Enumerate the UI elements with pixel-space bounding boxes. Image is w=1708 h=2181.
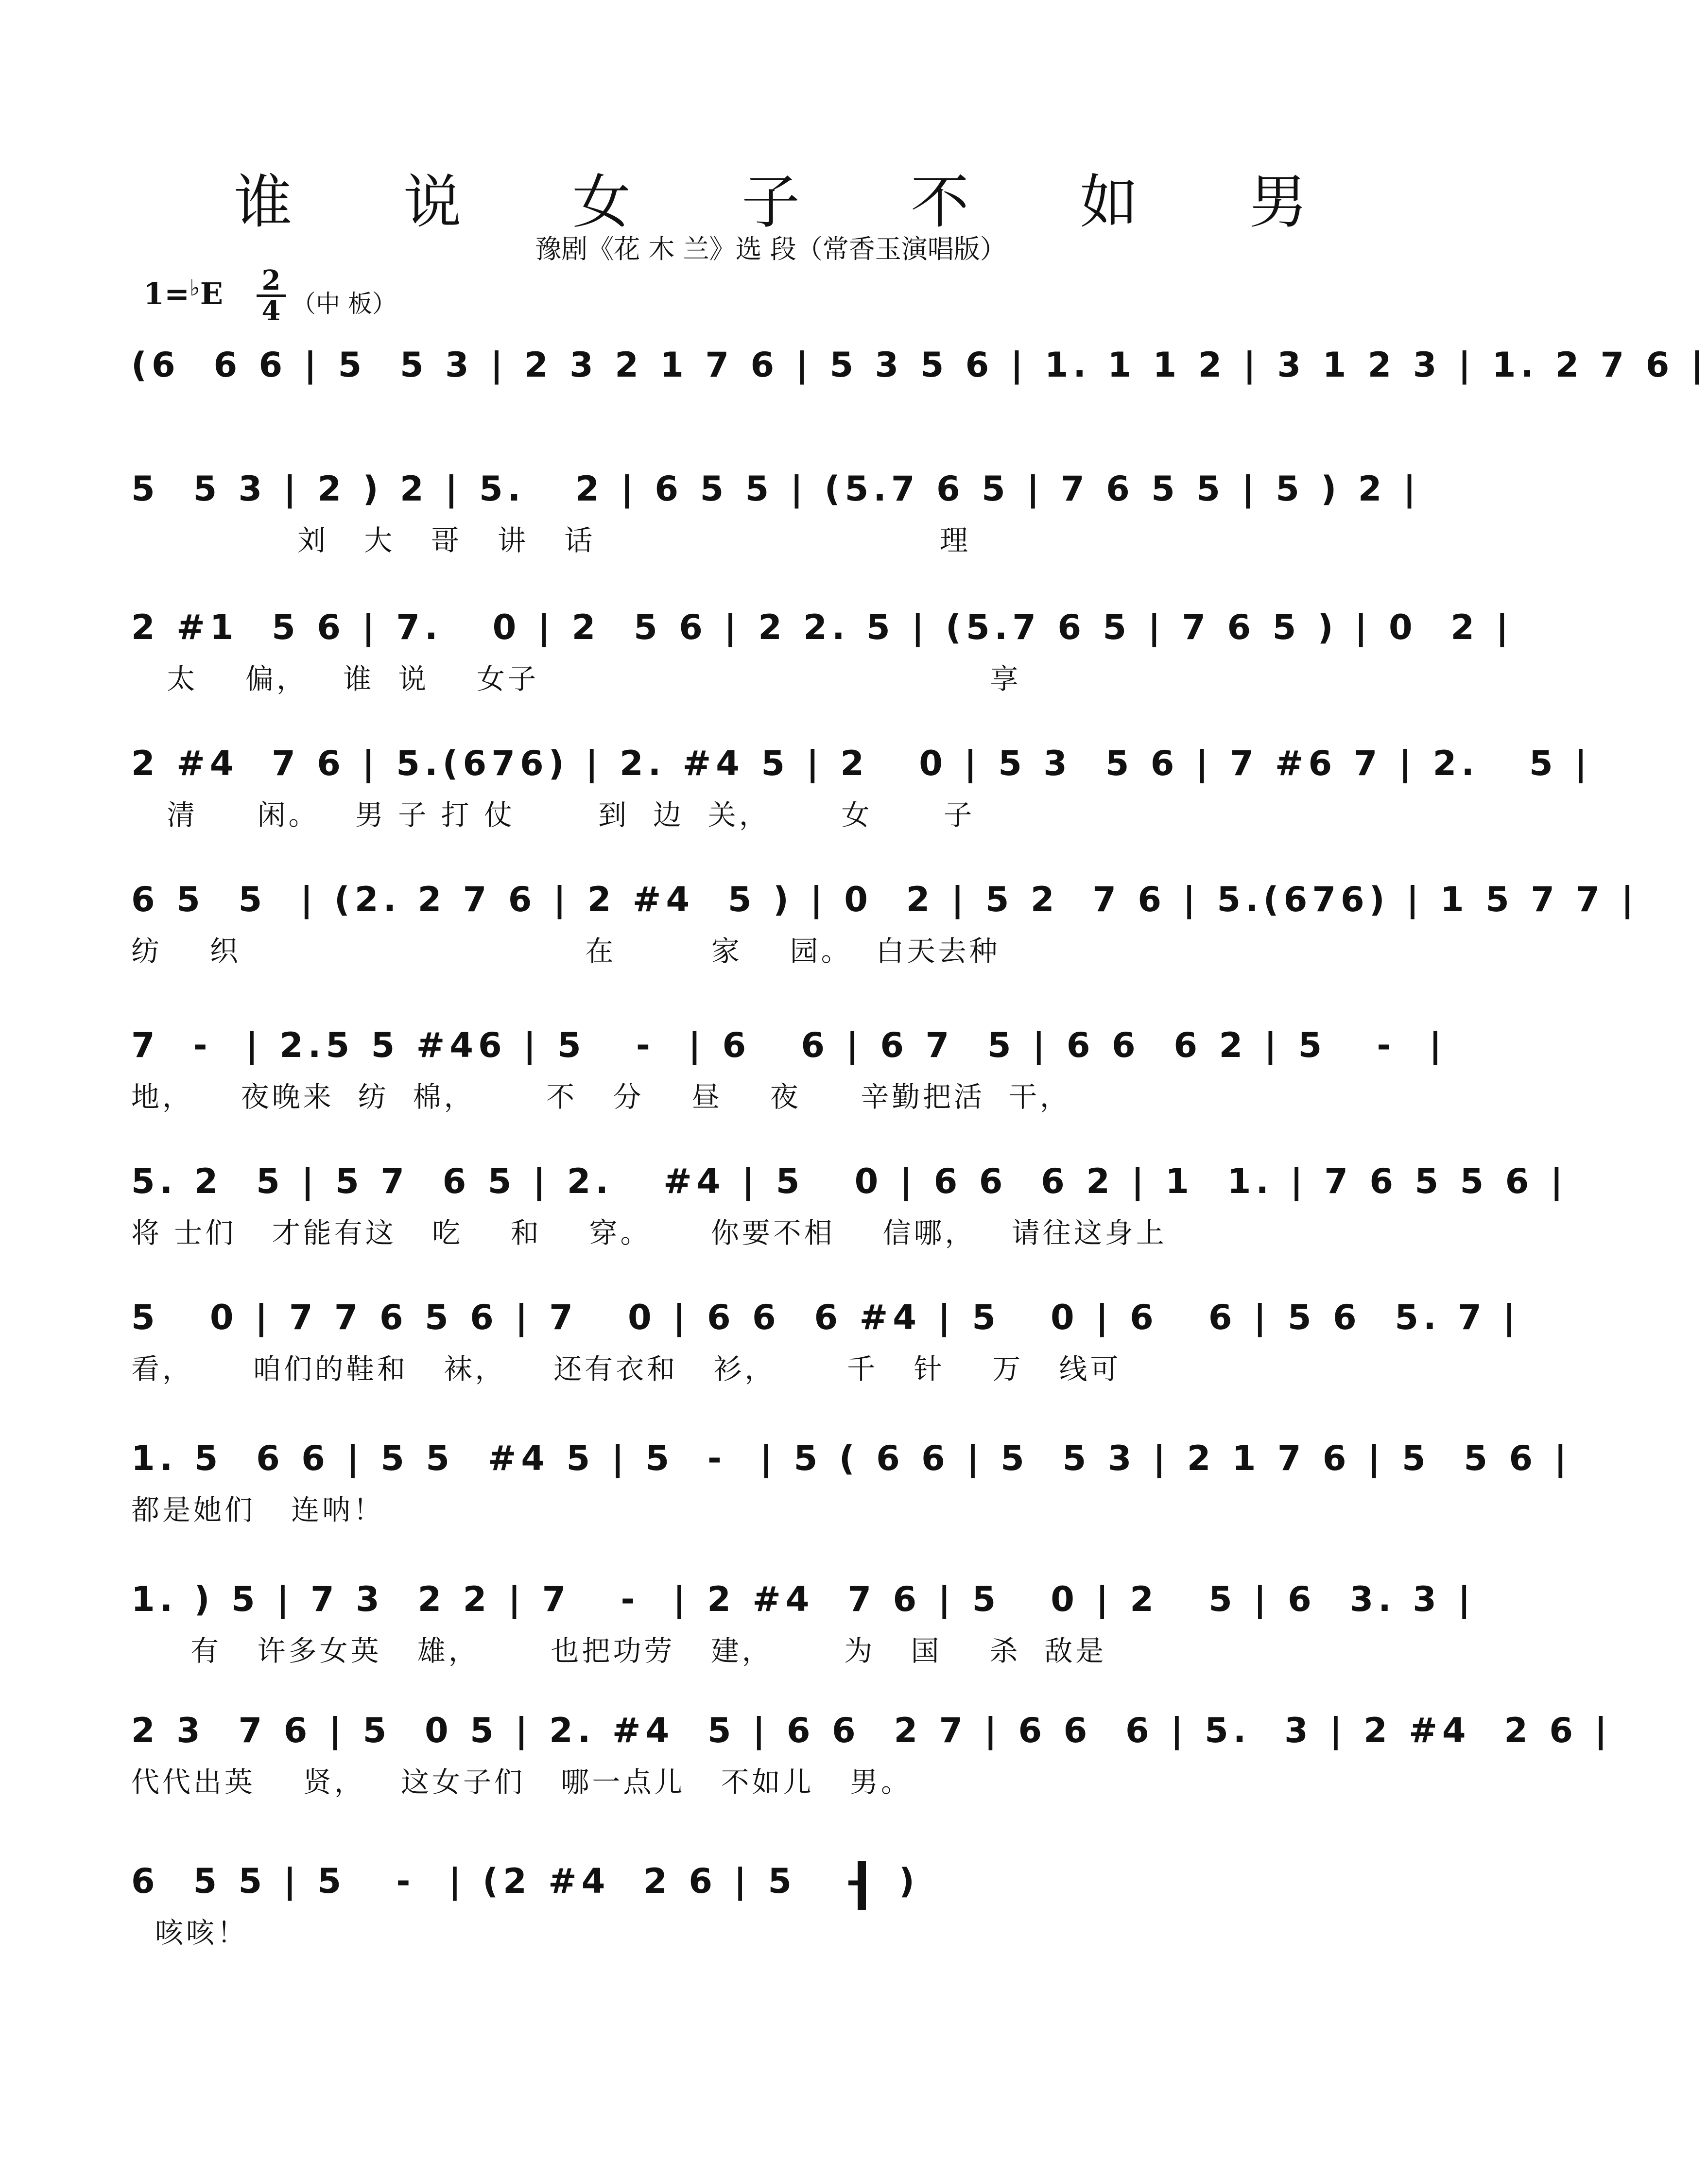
notation-line: 5 0 | 7 7 6 5 6 | 7 0 | 6 6 6 #4 | 5 0 | 6 6 | 5 6 5. 7 | — [131, 1298, 1520, 1337]
notation-line: (6 6 6 | 5 5 3 | 2 3 2 1 7 6 | 5 3 5 6 | 1. 1 1 2 | 3 1 2 3 | 1. 2 7 6 | — [131, 345, 1708, 385]
notation-line: 6 5 5 | (2. 2 7 6 | 2 #4 5 ) | 0 2 | 5 2 7 6 | 5.(676) | 1 5 7 7 | — [131, 880, 1639, 919]
key-note: E — [200, 276, 224, 312]
lyrics-line: 刘 大 哥 讲 话 理 — [131, 524, 971, 557]
notation-line: 6 5 5 | 5 - | (2 #4 2 6 | 5 - ) — [131, 1861, 919, 1901]
key-signature — [143, 275, 223, 312]
notation-line: 5. 2 5 | 5 7 6 5 | 2. #4 | 5 0 | 6 6 6 2 | 1 1. | 7 6 5 5 6 | — [131, 1161, 1568, 1201]
lyrics-line: 代代出英 贤， 这女子们 哪一点儿 不如儿 男。 — [131, 1766, 912, 1799]
notation-line: 2 #1 5 6 | 7. 0 | 2 5 6 | 2 2. 5 | (5.7 6 5 | 7 6 5 ) | 0 2 | — [131, 607, 1514, 647]
notation-line: 7 - | 2.5 5 #46 | 5 - | 6 6 | 6 7 5 | 6 6 6 2 | 5 - | — [131, 1025, 1447, 1065]
notation-line: 1. ) 5 | 7 3 2 2 | 7 - | 2 #4 7 6 | 5 0 | 2 5 | 6 3. 3 | — [131, 1579, 1475, 1619]
notation-line: 2 #4 7 6 | 5.(676) | 2. #4 5 | 2 0 | 5 3 5 6 | 7 #6 7 | 2. 5 | — [131, 744, 1592, 783]
song-subtitle: 豫剧《花 木 兰》选 段（常香玉演唱版） — [535, 234, 1006, 264]
lyrics-line: 有 许多女英 雄， 也把功劳 建， 为 国 杀 敌是 — [131, 1634, 1107, 1667]
lyrics-line: 咳咳！ — [131, 1916, 248, 1949]
final-barline — [858, 1861, 866, 1910]
lyrics-line: 都是她们 连呐！ — [131, 1493, 385, 1526]
song-title: 谁 说 女 子 不 如 男 — [234, 169, 1354, 236]
flat-sign: ♭ — [190, 275, 200, 301]
key-label: 1= — [143, 276, 190, 312]
lyrics-line: 看， 咱们的鞋和 袜， 还有衣和 衫， 千 针 万 线可 — [131, 1352, 1121, 1385]
lyrics-line: 纺 织 在 家 园。 白天去种 — [131, 935, 1001, 968]
lyrics-line: 清 闲。 男 子 打 仗 到 边 关， 女 子 — [131, 798, 975, 831]
notation-line: 2 3 7 6 | 5 0 5 | 2. #4 5 | 6 6 2 7 | 6 6 6 | 5. 3 | 2 #4 2 6 | — [131, 1711, 1612, 1750]
time-denominator: 4 — [257, 294, 286, 325]
lyrics-line: 太 偏， 谁 说 女子 享 — [131, 662, 1021, 695]
notation-line: 5 5 3 | 2 ) 2 | 5. 2 | 6 5 5 | (5.7 6 5 | 7 6 5 5 | 5 ) 2 | — [131, 469, 1421, 509]
lyrics-line: 地， 夜晚来 纺 棉， 不 分 昼 夜 辛勤把活 干， — [131, 1080, 1071, 1113]
notation-line: 1. 5 6 6 | 5 5 #4 5 | 5 - | 5 ( 6 6 | 5 5 3 | 2 1 7 6 | 5 5 6 | — [131, 1438, 1572, 1478]
tempo-marking: （中 板） — [292, 290, 397, 318]
time-numerator: 2 — [261, 264, 281, 296]
lyrics-line: 将 士们 才能有这 吃 和 穿。 你要不相 信哪， 请往这身上 — [131, 1216, 1167, 1249]
time-signature — [257, 266, 286, 325]
